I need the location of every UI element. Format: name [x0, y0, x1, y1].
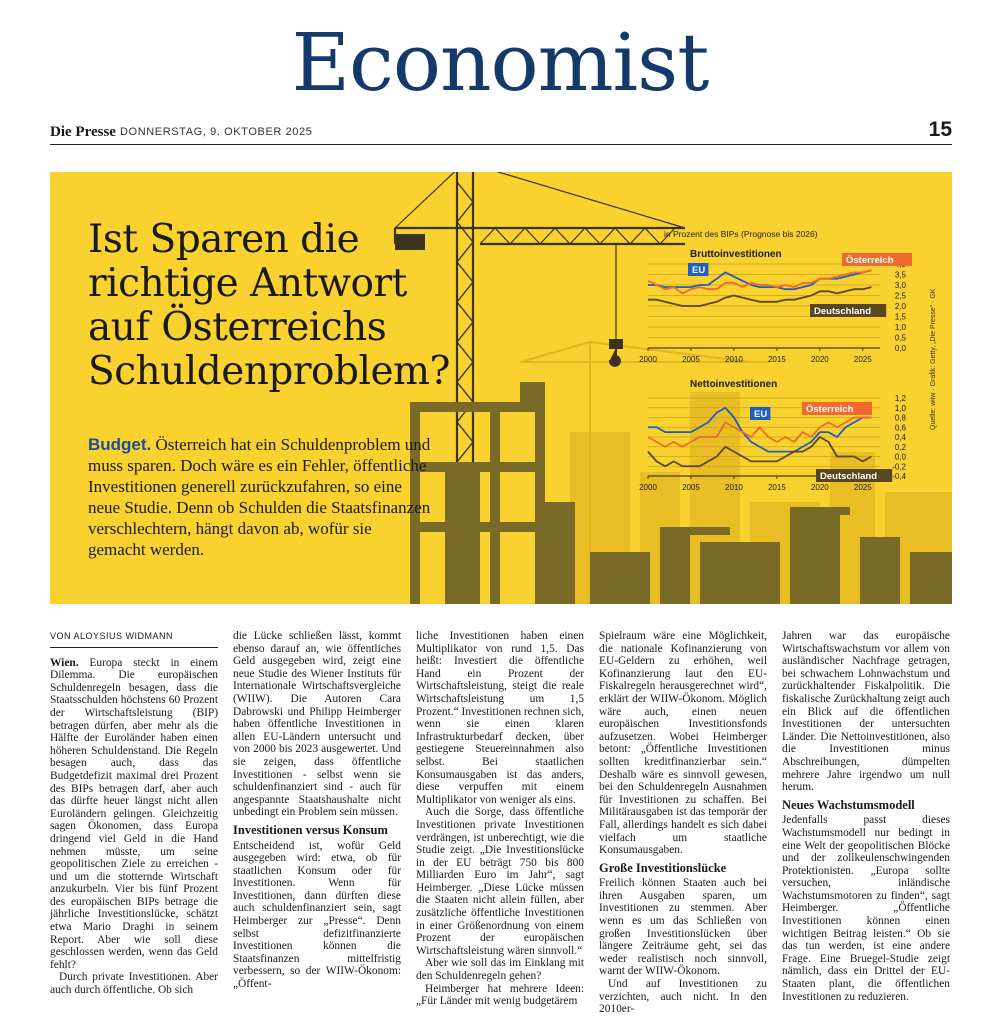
x-tick-label: 2025 [853, 355, 872, 364]
dateline: DONNERSTAG, 9. OKTOBER 2025 [120, 126, 313, 138]
y-tick-label: 0,4 [894, 433, 906, 442]
paragraph: Spielraum wäre eine Möglichkeit, die nationale Kofinanzierung von EU-Geldern zu erhöhen, weil Kofinanzierung laut den EU-Fiskalregeln herausgerechnet wird“, erklärt der WIIW-Ökonom. Möglich wäre auch, einen neuen europäischen Investitionsfonds aufzusetzen. Wobei Heimberger betont: „Öffentliche Investitionen sollten kreditfinanzierbar sein.“ Deshalb wäre es sinnvoll gewesen, bei den Schuldenregeln Ausnahmen für Investitionen zu schaffen. Bei Militärausgaben ist das temporär der Fall, allerdings handelt es sich dabei vielfach um staatliche Konsumausgaben. [599, 630, 767, 857]
y-tick-label: -0,2 [892, 462, 906, 472]
paragraph: Wien. Europa steckt in einem Dilemma. Die europäischen Schuldenregeln besagen, dass die Staatsschulden höchstens 60 Prozent der Wirtschaftsleistung (BIP) betragen dürfen, aber mehr als die Hälfte der Euroländer haben einen höheren Schuldenstand. Die Regeln besagen auch, dass das Budgetdefizit maximal drei Prozent des BIPs betragen darf, aber auch das dürfte heuer längst nicht allen Euroländern gelingen. Gleichzeitig sagen Ökonomen, dass Europa dringend viel Geld in die Hand nehmen müsste, um seine geopolitischen Ziele zu erreichen - und um die stotternde Wirtschaft anzukurbeln. Vier bis fünf Prozent des europäischen BIPs betrage die jährliche Investitionslücke, schätzt etwa Mario Draghi in seinem Report. Aber wie soll diese geschlossen werden, wenn das Geld fehlt? [50, 656, 218, 971]
y-tick-label: 0,6 [894, 423, 906, 433]
y-tick-label: 2,0 [894, 302, 906, 311]
y-tick-label: 3,0 [894, 281, 906, 290]
paragraph: Jedenfalls passt dieses Wachstumsmodell nur bedingt in eine Welt der geopolitischen Blöcke und der zollkeulenschwingenden Protektionisten. „Europa sollte versuchen, inländische Wachstumsmotoren zu finden“, sagt Heimberger. „Öffentliche Investitionen können einen wichtigen Beitrag leisten.“ Ob sie das tun werden, ist eine andere Frage. Eine Bruegel-Studie zeigt nämlich, dass ein Drittel der EU-Staaten plant, die öffentlichen Investitionen zu reduzieren. [782, 814, 950, 1003]
lead-paragraph [88, 434, 433, 560]
legend-label: Österreich [846, 255, 894, 266]
chart-grids [648, 264, 880, 476]
y-tick-label: 0,0 [894, 344, 906, 353]
series-line-deutschland [648, 287, 871, 306]
paragraph: Und auf Investitionen zu verzichten, auch nicht. In den 2010er- [599, 978, 767, 1016]
chart-source: Quelle: wiiw · Grafik: Getty, „Die Presse“ · GK [930, 288, 937, 430]
x-tick-label: 2000 [639, 355, 657, 364]
legend-label: Deutschland [814, 306, 872, 317]
y-tick-label: 0,0 [894, 452, 906, 462]
x-tick-label: 2005 [682, 355, 700, 364]
x-tick-label: 2020 [810, 483, 829, 492]
x-tick-label: 2015 [767, 355, 786, 364]
paragraph: Durch private Investitionen. Aber auch durch öffentliche. Ob sich [50, 971, 218, 997]
paragraph: Entscheidend ist, wofür Geld ausgegeben wird: etwa, ob für staatlichen Konsum oder für Investitionen. Wenn für Investitionen, dann dürften diese auch schuldenfinanziert sein, sagt Heimberger zur „Presse“. Denn selbst defizitfinanzierte Investitionen können die Staatsfinanzen mittelfristig verbessern, so der WIIW-Ökonom: „Öffent- [233, 839, 401, 991]
page-header [50, 118, 952, 145]
chart-title: Bruttoinvestitionen [690, 249, 782, 260]
article-column-1 [50, 630, 218, 997]
byline: VON ALOYSIUS WIDMANN [50, 630, 218, 648]
y-tick-label: 1,0 [894, 323, 906, 332]
paragraph: Auch die Sorge, dass öffentliche Investitionen private Investitionen verdrängen, ist unberechtigt, wie die Studie zeigt. „Die Investitionslücke in der EU beträgt 750 bis 800 Milliarden Euro im Jahr“, sagt Heimberger. „Diese Lücke müssen die Staaten nicht allein füllen, aber zusätzliche öffentliche Investitionen in einer Größenordnung von einem Prozent der europäischen Wirtschaftsleistung wären sinnvoll.“ [416, 806, 584, 957]
x-tick-label: 2010 [725, 355, 743, 364]
y-tick-label: -0,4 [892, 472, 906, 481]
y-tick-label: 0,2 [894, 442, 906, 452]
y-tick-label: 1,2 [894, 394, 906, 403]
y-tick-label: 3,5 [894, 270, 906, 280]
headline: Ist Sparen die richtige Antwort auf Österreichs Schuldenproblem? [88, 217, 450, 394]
subheading: Investitionen versus Konsum [233, 822, 388, 837]
lead-kicker: Budget. [88, 435, 152, 454]
paragraph: Aber wie soll das im Einklang mit den Schuldenregeln gehen? [416, 957, 584, 983]
x-tick-label: 2015 [767, 483, 786, 492]
article-column-2 [233, 630, 401, 991]
article-column-4 [599, 630, 767, 1016]
x-tick-label: 2000 [639, 483, 657, 492]
series-line-eu [648, 270, 871, 289]
y-tick-label: 1,5 [894, 312, 906, 322]
section-title: Economist [291, 16, 709, 109]
legend-label: Österreich [806, 404, 854, 415]
series-line-oesterreich [648, 270, 871, 293]
paragraph: die Lücke schließen lässt, kommt ebenso darauf an, wie öffentliches Geld ausgegeben wird, zeigt eine neue Studie des Wiener Instituts für Internationale Wirtschaftsvergleiche (WIIW). Die Autoren Cara Dabrowski und Philipp Heimberger haben öffentliche Investitionen in allen EU-Ländern untersucht und von 2000 bis 2023 ausgewertet. Und sie zeigen, dass öffentliche Investitionen - selbst wenn sie schuldenfinanziert sind - auch für angespannte Staatshaushalte nicht unbedingt ein Problem sein müssen. [233, 630, 401, 819]
subheading: Neues Wachstumsmodell [782, 797, 915, 812]
y-tick-label: 0,8 [894, 413, 906, 423]
x-tick-label: 2025 [853, 483, 872, 492]
masthead: Die Presse [50, 124, 116, 140]
x-tick-label: 2010 [725, 483, 743, 492]
crane-hook [610, 340, 622, 366]
article-column-5 [782, 630, 950, 1003]
legend-label: Deutschland [820, 471, 878, 482]
x-tick-label: 2020 [810, 355, 829, 364]
y-tick-label: 1,0 [894, 403, 906, 413]
article-column-3 [416, 630, 584, 1008]
subheading: Große Investitionslücke [599, 860, 727, 875]
legend-label: EU [692, 265, 706, 276]
paragraph: Jahren war das europäische Wirtschaftswachstum vor allem von ausländischer Nachfrage getragen, bei schwachem Lohnwachstum und zurückhaltender Fiskalpolitik. Die fiskalische Zurückhaltung zeigt auch ein Blick auf die öffentlichen Investitionen der untersuchten Länder. Die Nettoinvestitionen, also die Investitionen minus Abschreibungen, dümpelten mehrere Jahre irgendwo um null herum. [782, 630, 950, 794]
chart-title: Nettoinvestitionen [690, 379, 778, 390]
y-tick-label: 0,5 [894, 333, 906, 343]
legend-label: EU [754, 409, 768, 420]
dateline-city: Wien. [50, 656, 79, 669]
x-tick-label: 2005 [682, 483, 700, 492]
paragraph: Freilich können Staaten auch bei ihren Ausgaben sparen, um Investitionen zu stemmen. Aber wenn es um das Schließen von großen Investitionslücken über längere Zeiträume geht, sei das weder realistisch noch sinnvoll, warnt der WIIW-Ökonom. [599, 877, 767, 978]
paragraph: liche Investitionen haben einen Multiplikator von rund 1,5. Das heißt: Investiert die öffentliche Hand ein Prozent der Wirtschaftsleistung, steigt die reale Wirtschaftsleistung um 1,5 Prozent.“ Investitionen rechnen sich, wenn sie einen klaren Infrastrukturbedarf decken, über gestiegene Steuereinnahmen also selbst. Bei staatlichen Konsumausgaben ist das anders, diese verpuffen mit einem Multiplikator von weniger als eins. [416, 630, 584, 806]
chart-unit-label: in Prozent des BIPs (Prognose bis 2026) [664, 229, 818, 239]
y-tick-label: 2,5 [894, 291, 906, 301]
paragraph: Heimberger hat mehrere Ideen: „Für Länder mit wenig budgetärem [416, 982, 584, 1008]
lead-text: Österreich hat ein Schuldenproblem und muss sparen. Doch wäre es ein Fehler, öffentliche Investitionen generell zurückzufahren, so eine neue Studie. Denn ob Schulden die Staatsfinanzen verschlechtern, hängt davon ab, wofür sie gemacht werden. [88, 435, 431, 559]
page-number: 15 [928, 118, 952, 141]
